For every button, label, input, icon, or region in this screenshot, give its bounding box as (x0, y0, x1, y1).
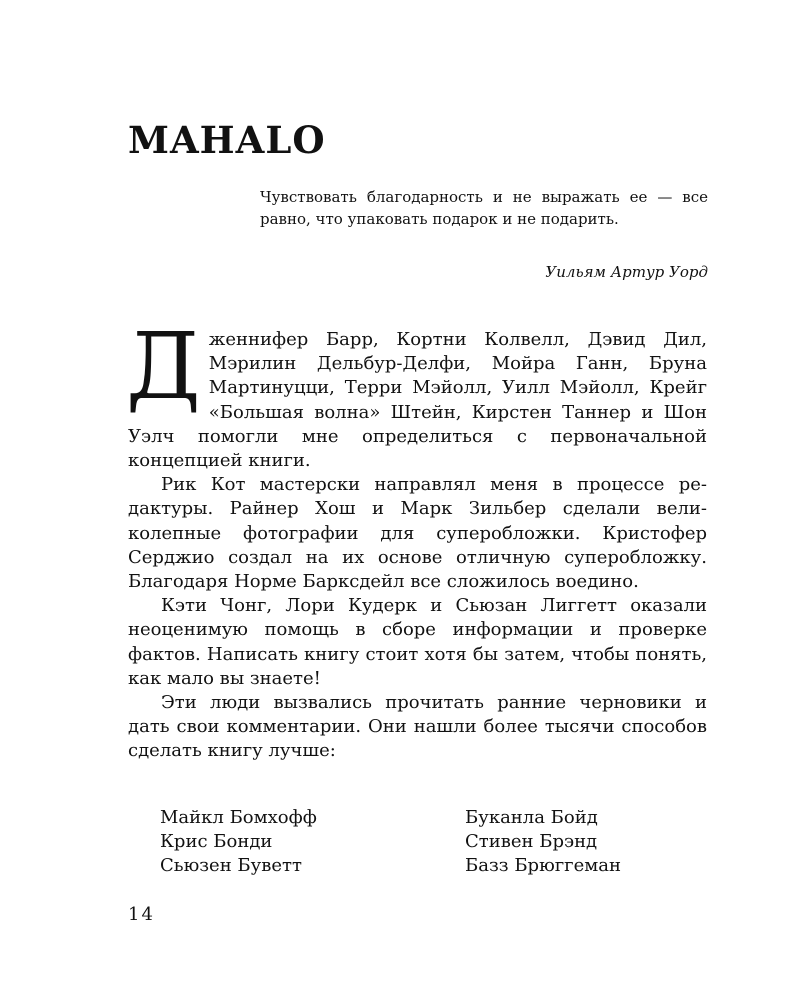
name-item: Сьюзен Буветт (160, 855, 302, 876)
drop-cap: Д (126, 313, 201, 420)
paragraph-1 (126, 313, 707, 473)
page-number: 14 (128, 904, 155, 925)
name-item: Стивен Брэнд (465, 831, 598, 852)
paragraph-1-text: женнифер Барр, Кортни Колвелл, Дэвид Дил, Мэрилин Дельбур-Делфи, Мойра Ганн, Бруна Мартинуцци, Терри Мэйолл, Уилл Мэйолл, Крейг «Большая волна» Штейн, Кирстен Таннер и Шон Уэлч помогли мне определиться с первоначальной концепцией книги. (128, 329, 707, 472)
chapter-title: MAHALO (128, 118, 326, 162)
paragraph-2: Рик Кот мастерски направлял меня в процессе редактуры. Райнер Хош и Марк Зильбер сделали великолепные фотографии для суперобложки. Кристофер Серджио создал на их основе отличную суперобложку. Благодаря Норме Барксдейл все сложилось воедино. (128, 474, 707, 593)
names-list (160, 806, 720, 878)
epigraph-text: Чувствовать благодарность и не выражать ее — все равно, что упаковать подарок и не подарить. (260, 188, 708, 228)
name-item: Крис Бонди (160, 831, 273, 852)
body-text (126, 313, 707, 764)
name-item: Буканла Бойд (465, 807, 598, 828)
name-item: Базз Брюггеман (465, 855, 621, 876)
name-item: Майкл Бомхофф (160, 807, 317, 828)
epigraph-author: Уильям Артур Уорд (545, 263, 708, 281)
paragraph-3: Кэти Чонг, Лори Кудерк и Сьюзан Лиггетт оказали неоценимую помощь в сборе информации и проверке фактов. Написать книгу стоит хотя бы затем, чтобы понять, как мало вы знаете! (128, 595, 707, 689)
paragraph-4: Эти люди вызвались прочитать ранние черновики и дать свои комментарии. Они нашли более тысячи способов сделать книгу лучше: (128, 692, 707, 762)
